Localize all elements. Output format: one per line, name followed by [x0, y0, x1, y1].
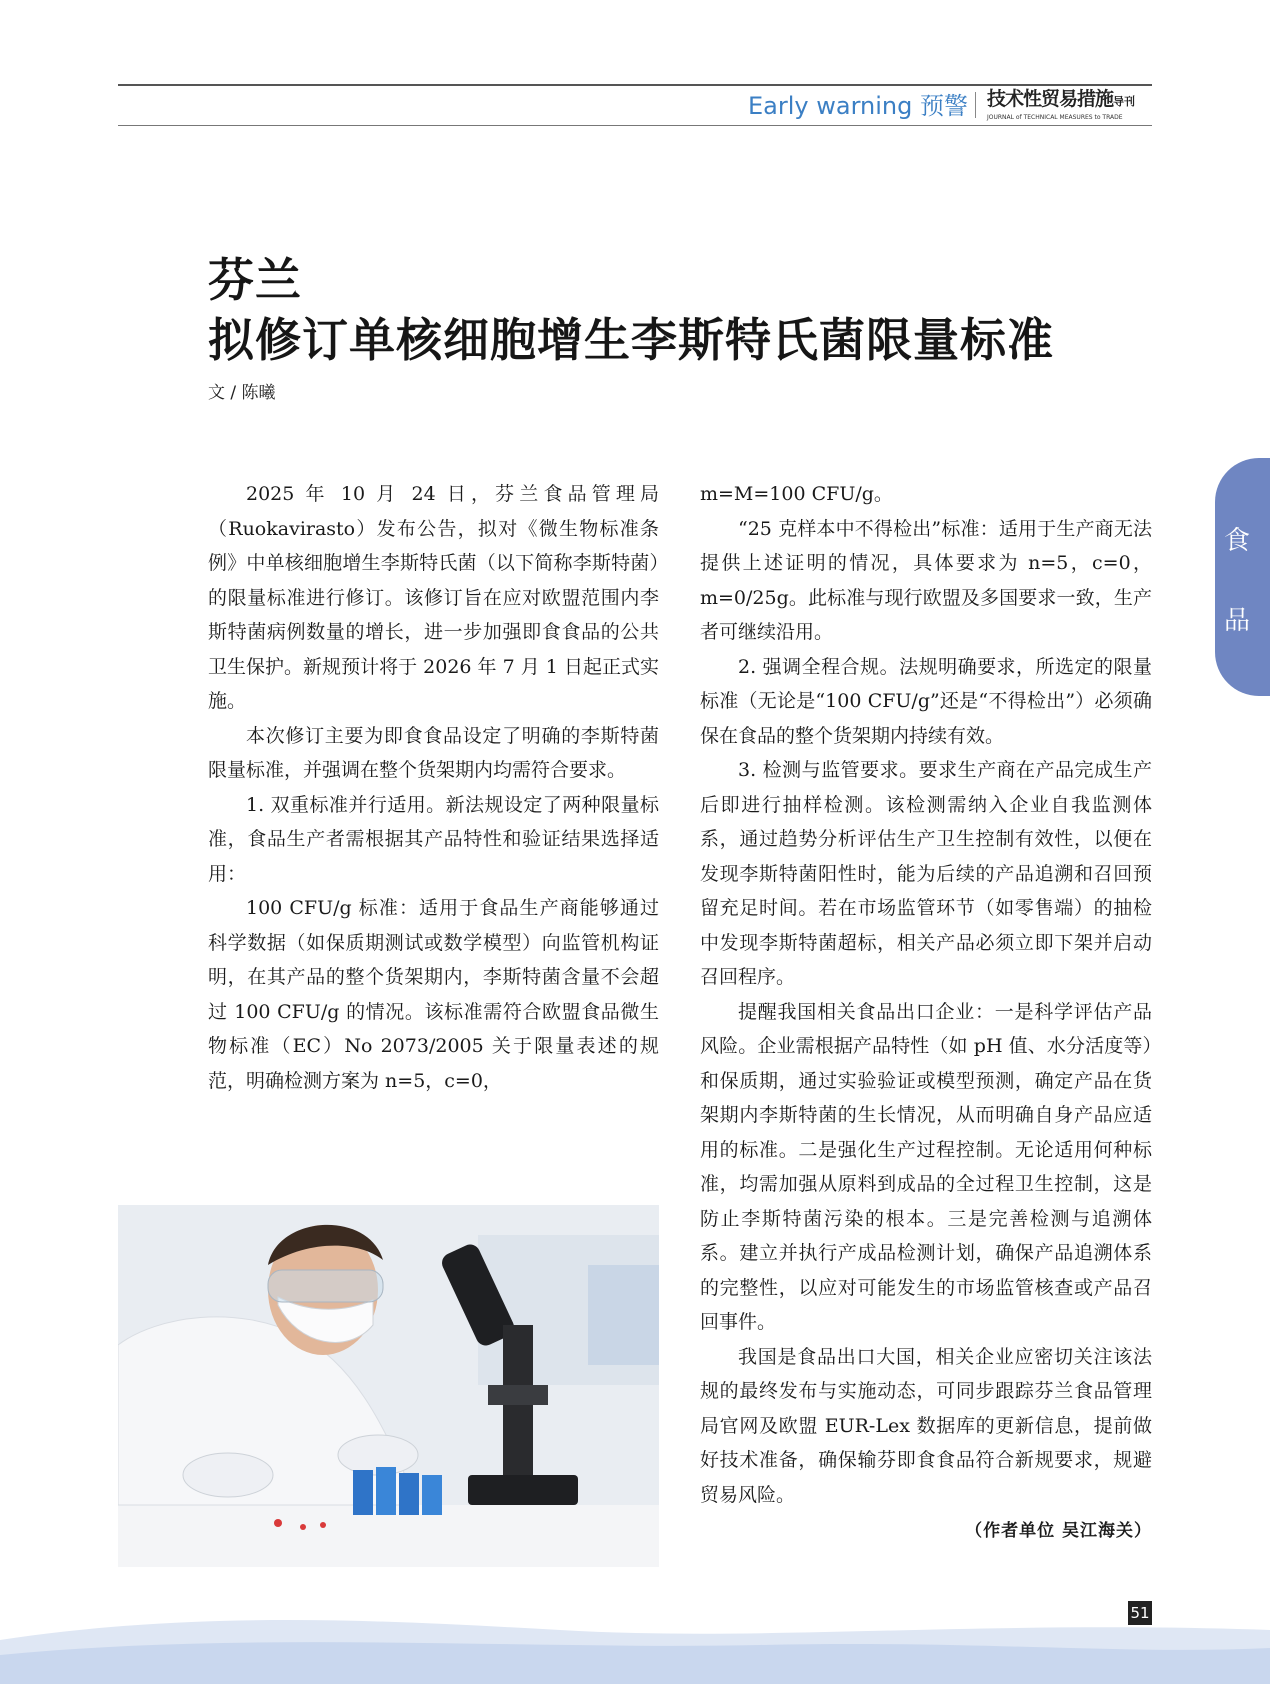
paragraph: 2025 年 10 月 24 日，芬兰食品管理局（Ruokavirasto）发布公告，拟对《微生物标准条例》中单核细胞增生李斯特氏菌（以下简称李斯特菌）的限量标准进行修订。该修订旨在应对欧盟范围内李斯特菌病例数量的增长，进一步加强即食食品的公共卫生保护。新规预计将于 2026 年 7 月 1 日起正式实施。: [208, 483, 659, 712]
paragraph-continued: m=M=100 CFU/g。: [700, 483, 893, 505]
header-rule-top: [118, 84, 1152, 86]
author-unit: （作者单位 吴江海关）: [965, 1521, 1152, 1541]
paragraph: 3. 检测与监管要求。要求生产商在产品完成生产后即进行抽样检测。该检测需纳入企业自我监测体系，通过趋势分析评估生产卫生控制有效性，以便在发现李斯特菌阳性时，能为后续的产品追溯和召回预留充足时间。若在市场监管环节（如零售端）的抽检中发现李斯特菌超标，相关产品必须立即下架并启动召回程序。: [700, 759, 1152, 988]
page-number: 51: [1128, 1601, 1152, 1625]
paragraph: “25 克样本中不得检出”标准：适用于生产商无法提供上述证明的情况，具体要求为 n=5，c=0，m=0/25g。此标准与现行欧盟及多国要求一致，生产者可继续沿用。: [700, 517, 1152, 643]
scientist-microscope-illustration: [118, 1205, 659, 1567]
section-label: [748, 90, 968, 122]
article-title: [208, 250, 1054, 370]
paragraph: 我国是食品出口大国，相关企业应密切关注该法规的最终发布与实施动态，可同步跟踪芬兰食品管理局官网及欧盟 EUR-Lex 数据库的更新信息，提前做好技术准备，确保输芬即食食品符合新规要求，规避贸易风险。: [700, 1345, 1152, 1506]
paragraph: 本次修订主要为即食食品设定了明确的李斯特菌限量标准，并强调在整个货架期内均需符合要求。: [208, 724, 659, 781]
journal-logo: [987, 88, 1152, 122]
footer-wave: [0, 1600, 1270, 1684]
section-label-en: Early warning: [748, 92, 913, 120]
journal-logo-en: JOURNAL of TECHNICAL MEASURES to TRADE: [987, 114, 1123, 121]
header-rule-bottom: [118, 125, 1152, 126]
journal-suffix: 导刊: [1113, 95, 1136, 108]
paragraph: 2. 强调全程合规。法规明确要求，所选定的限量标准（无论是“100 CFU/g”还是“不得检出”）必须确保在食品的整个货架期内持续有效。: [700, 655, 1152, 747]
tab-char-2: 品: [1224, 606, 1251, 636]
paragraph: 提醒我国相关食品出口企业：一是科学评估产品风险。企业需根据产品特性（如 pH 值、水分活度等）和保质期，通过实验验证或模型预测，确定产品在货架期内李斯特菌的生长情况，从而明确自身产品应适用的标准。二是强化生产过程控制。无论适用何种标准，均需加强从原料到成品的全过程卫生控制，这是防止李斯特菌污染的根本。三是完善检测与追溯体系。建立并执行产成品检测计划，确保产品追溯体系的完整性，以应对可能发生的市场监管核查或产品召回事件。: [700, 1000, 1152, 1333]
section-label-cn: 预警: [920, 92, 968, 120]
paragraph: 100 CFU/g 标准：适用于食品生产商能够通过科学数据（如保质期测试或数学模型）向监管机构证明，在其产品的整个货架期内，李斯特菌含量不会超过 100 CFU/g 的情况。该标准需符合欧盟食品微生物标准（EC）No 2073/2005 关于限量表述的规范，明确检测方案为 n=5，c=0，: [208, 897, 659, 1092]
title-line-2: 拟修订单核细胞增生李斯特氏菌限量标准: [208, 313, 1054, 367]
journal-name: 技术性贸易措施: [987, 88, 1114, 110]
right-column: [700, 477, 1152, 1549]
header-separator: [975, 92, 976, 118]
paragraph: 1. 双重标准并行适用。新法规设定了两种限量标准，食品生产者需根据其产品特性和验证结果选择适用：: [208, 793, 659, 885]
tab-char-1: 食: [1224, 526, 1251, 556]
left-column: [208, 477, 659, 1098]
journal-logo-cn: [987, 88, 1152, 113]
title-line-1: 芬兰: [208, 253, 302, 307]
lab-photo: [118, 1205, 659, 1567]
byline: 文 / 陈曦: [208, 383, 276, 403]
category-tab: [1215, 458, 1270, 696]
